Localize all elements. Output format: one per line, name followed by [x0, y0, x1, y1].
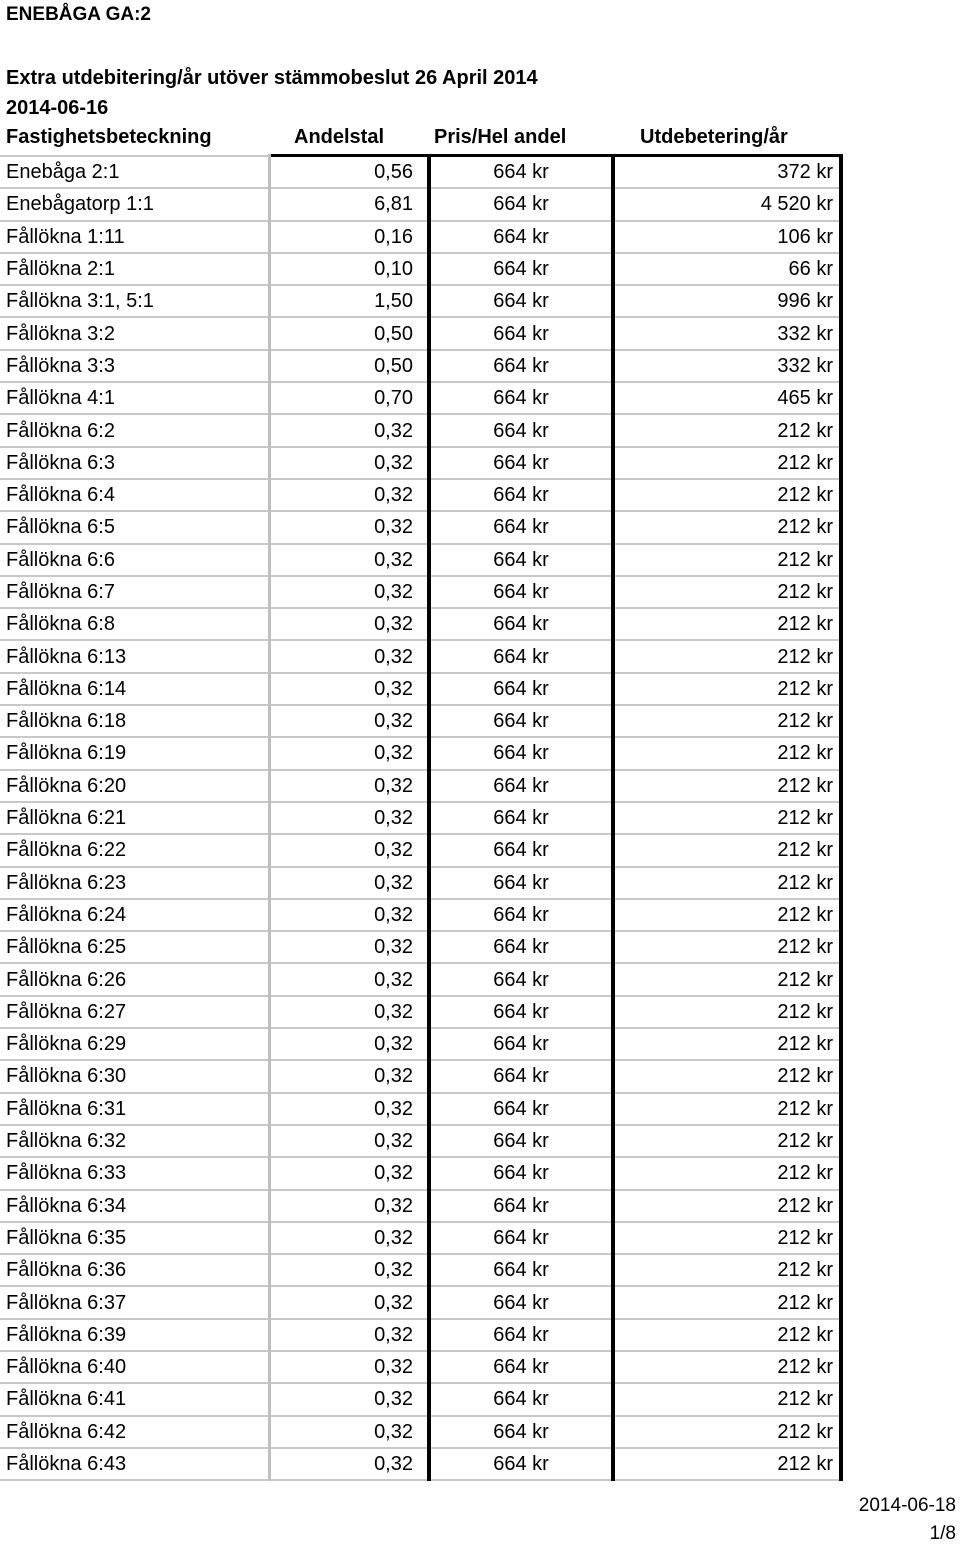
cell-levy: 212 kr	[613, 640, 841, 672]
cell-property: Fållökna 6:30	[0, 1060, 270, 1092]
cell-levy: 332 kr	[613, 350, 841, 382]
cell-share: 0,32	[270, 705, 430, 737]
cell-price: 664 kr	[429, 544, 613, 576]
cell-levy: 212 kr	[613, 931, 841, 963]
cell-property: Fållökna 6:31	[0, 1093, 270, 1125]
cell-price: 664 kr	[429, 931, 613, 963]
cell-share: 0,32	[270, 963, 430, 995]
table-row	[0, 1222, 841, 1254]
cell-levy: 212 kr	[613, 1286, 841, 1318]
cell-property: Fållökna 6:33	[0, 1157, 270, 1189]
cell-price: 664 kr	[429, 1125, 613, 1157]
cell-price: 664 kr	[429, 1190, 613, 1222]
cell-share: 0,32	[270, 1286, 430, 1318]
cell-price: 664 kr	[429, 1448, 613, 1480]
cell-share: 0,32	[270, 1254, 430, 1286]
table-row	[0, 317, 841, 349]
cell-levy: 212 kr	[613, 511, 841, 543]
cell-share: 0,32	[270, 1190, 430, 1222]
cell-property: Fållökna 6:29	[0, 1028, 270, 1060]
column-header-property: Fastighetsbeteckning	[6, 126, 212, 148]
cell-share: 0,32	[270, 511, 430, 543]
cell-levy: 465 kr	[613, 382, 841, 414]
cell-levy: 996 kr	[613, 285, 841, 317]
cell-price: 664 kr	[429, 996, 613, 1028]
cell-property: Fållökna 6:41	[0, 1383, 270, 1415]
cell-levy: 212 kr	[613, 1448, 841, 1480]
cell-property: Fållökna 2:1	[0, 253, 270, 285]
cell-price: 664 kr	[429, 705, 613, 737]
cell-levy: 212 kr	[613, 802, 841, 834]
table-row	[0, 285, 841, 317]
cell-share: 0,56	[270, 156, 430, 189]
cell-property: Fållökna 6:20	[0, 770, 270, 802]
cell-levy: 212 kr	[613, 963, 841, 995]
cell-price: 664 kr	[429, 511, 613, 543]
cell-price: 664 kr	[429, 253, 613, 285]
cell-price: 664 kr	[429, 1028, 613, 1060]
document-title: ENEBÅGA GA:2	[6, 4, 151, 25]
cell-price: 664 kr	[429, 1383, 613, 1415]
cell-levy: 212 kr	[613, 576, 841, 608]
cell-share: 0,50	[270, 350, 430, 382]
cell-levy: 212 kr	[613, 414, 841, 446]
cell-share: 0,50	[270, 317, 430, 349]
cell-price: 664 kr	[429, 188, 613, 220]
cell-levy: 212 kr	[613, 479, 841, 511]
cell-share: 0,32	[270, 1319, 430, 1351]
cell-share: 0,32	[270, 931, 430, 963]
cell-levy: 212 kr	[613, 1060, 841, 1092]
cell-property: Fållökna 6:39	[0, 1319, 270, 1351]
cell-price: 664 kr	[429, 350, 613, 382]
cell-property: Fållökna 6:18	[0, 705, 270, 737]
cell-price: 664 kr	[429, 1286, 613, 1318]
cell-share: 0,32	[270, 479, 430, 511]
cell-levy: 212 kr	[613, 834, 841, 866]
cell-share: 0,32	[270, 996, 430, 1028]
document-subtitle: Extra utdebitering/år utöver stämmobeslut 26 April 2014	[6, 67, 538, 89]
cell-levy: 66 kr	[613, 253, 841, 285]
cell-levy: 212 kr	[613, 1157, 841, 1189]
cell-levy: 212 kr	[613, 608, 841, 640]
cell-property: Fållökna 6:3	[0, 447, 270, 479]
cell-share: 0,32	[270, 1060, 430, 1092]
cell-share: 1,50	[270, 285, 430, 317]
cell-property: Fållökna 6:42	[0, 1416, 270, 1448]
cell-levy: 212 kr	[613, 1125, 841, 1157]
table-row	[0, 188, 841, 220]
table-row	[0, 737, 841, 769]
cell-property: Fållökna 6:35	[0, 1222, 270, 1254]
cell-price: 664 kr	[429, 1093, 613, 1125]
cell-share: 0,32	[270, 1157, 430, 1189]
cell-property: Fållökna 4:1	[0, 382, 270, 414]
table-row	[0, 996, 841, 1028]
cell-share: 0,32	[270, 447, 430, 479]
cell-price: 664 kr	[429, 1416, 613, 1448]
cell-share: 0,32	[270, 1125, 430, 1157]
table-row	[0, 479, 841, 511]
cell-levy: 212 kr	[613, 705, 841, 737]
cell-price: 664 kr	[429, 1060, 613, 1092]
table-row	[0, 1319, 841, 1351]
table-row	[0, 1125, 841, 1157]
table-row	[0, 1157, 841, 1189]
cell-share: 0,32	[270, 802, 430, 834]
cell-property: Fållökna 6:23	[0, 867, 270, 899]
table-row	[0, 1093, 841, 1125]
cell-price: 664 kr	[429, 221, 613, 253]
cell-levy: 332 kr	[613, 317, 841, 349]
cell-share: 0,32	[270, 640, 430, 672]
table-row	[0, 899, 841, 931]
column-header-share: Andelstal	[294, 126, 385, 148]
footer-date: 2014-06-18	[858, 1495, 956, 1516]
cell-levy: 212 kr	[613, 899, 841, 931]
cell-price: 664 kr	[429, 899, 613, 931]
cell-share: 0,32	[270, 576, 430, 608]
cell-property: Fållökna 6:4	[0, 479, 270, 511]
table-row	[0, 447, 841, 479]
cell-price: 664 kr	[429, 382, 613, 414]
cell-price: 664 kr	[429, 867, 613, 899]
table-row	[0, 1060, 841, 1092]
cell-share: 0,32	[270, 1222, 430, 1254]
cell-property: Fållökna 6:40	[0, 1351, 270, 1383]
cell-levy: 212 kr	[613, 1416, 841, 1448]
cell-price: 664 kr	[429, 802, 613, 834]
cell-levy: 212 kr	[613, 737, 841, 769]
cell-share: 0,32	[270, 414, 430, 446]
cell-price: 664 kr	[429, 576, 613, 608]
table-row	[0, 931, 841, 963]
table-row	[0, 673, 841, 705]
cell-levy: 372 kr	[613, 156, 841, 189]
cell-share: 0,70	[270, 382, 430, 414]
cell-share: 0,32	[270, 899, 430, 931]
cell-levy: 212 kr	[613, 867, 841, 899]
cell-property: Fållökna 6:13	[0, 640, 270, 672]
table-row	[0, 576, 841, 608]
cell-property: Fållökna 6:43	[0, 1448, 270, 1480]
cell-price: 664 kr	[429, 1351, 613, 1383]
table-row	[0, 156, 841, 189]
table-row	[0, 1286, 841, 1318]
table-row	[0, 414, 841, 446]
cell-price: 664 kr	[429, 479, 613, 511]
cell-share: 0,32	[270, 770, 430, 802]
cell-levy: 212 kr	[613, 673, 841, 705]
cell-property: Fållökna 6:24	[0, 899, 270, 931]
table-row	[0, 834, 841, 866]
cell-property: Fållökna 6:22	[0, 834, 270, 866]
cell-levy: 212 kr	[613, 1319, 841, 1351]
cell-property: Enebågatorp 1:1	[0, 188, 270, 220]
table-row	[0, 511, 841, 543]
cell-share: 0,32	[270, 867, 430, 899]
cell-property: Fållökna 6:5	[0, 511, 270, 543]
table-row	[0, 770, 841, 802]
cell-property: Fållökna 1:11	[0, 221, 270, 253]
cell-property: Fållökna 6:6	[0, 544, 270, 576]
cell-price: 664 kr	[429, 414, 613, 446]
cell-share: 0,16	[270, 221, 430, 253]
cell-share: 0,32	[270, 737, 430, 769]
cell-property: Fållökna 3:3	[0, 350, 270, 382]
column-header-levy: Utdebetering/år	[640, 126, 788, 148]
table-row	[0, 1383, 841, 1415]
cell-property: Enebåga 2:1	[0, 156, 270, 189]
table-row	[0, 253, 841, 285]
cell-levy: 4 520 kr	[613, 188, 841, 220]
table-row	[0, 350, 841, 382]
cell-share: 0,32	[270, 1093, 430, 1125]
cell-price: 664 kr	[429, 1157, 613, 1189]
cell-levy: 212 kr	[613, 1383, 841, 1415]
table-row	[0, 1351, 841, 1383]
cell-price: 664 kr	[429, 673, 613, 705]
cell-levy: 212 kr	[613, 1254, 841, 1286]
cell-property: Fållökna 6:2	[0, 414, 270, 446]
cell-levy: 212 kr	[613, 1222, 841, 1254]
cell-share: 0,32	[270, 1028, 430, 1060]
cell-property: Fållökna 3:2	[0, 317, 270, 349]
cell-levy: 106 kr	[613, 221, 841, 253]
cell-price: 664 kr	[429, 834, 613, 866]
cell-levy: 212 kr	[613, 996, 841, 1028]
cell-share: 0,32	[270, 834, 430, 866]
table-row	[0, 640, 841, 672]
cell-levy: 212 kr	[613, 1190, 841, 1222]
cell-share: 0,32	[270, 1383, 430, 1415]
cell-price: 664 kr	[429, 640, 613, 672]
cell-property: Fållökna 6:36	[0, 1254, 270, 1286]
table-row	[0, 221, 841, 253]
cell-price: 664 kr	[429, 608, 613, 640]
cell-price: 664 kr	[429, 447, 613, 479]
cell-property: Fållökna 6:8	[0, 608, 270, 640]
table-row	[0, 1448, 841, 1480]
table-row	[0, 544, 841, 576]
footer-page-number: 1/8	[929, 1523, 956, 1544]
cell-property: Fållökna 6:14	[0, 673, 270, 705]
cell-share: 0,10	[270, 253, 430, 285]
cell-property: Fållökna 6:26	[0, 963, 270, 995]
table-row	[0, 608, 841, 640]
table-row	[0, 802, 841, 834]
table-row	[0, 1254, 841, 1286]
cell-price: 664 kr	[429, 285, 613, 317]
cell-property: Fållökna 6:37	[0, 1286, 270, 1318]
cell-levy: 212 kr	[613, 544, 841, 576]
cell-share: 0,32	[270, 1416, 430, 1448]
cell-price: 664 kr	[429, 737, 613, 769]
table-row	[0, 1416, 841, 1448]
levy-table-body	[0, 156, 841, 1481]
cell-property: Fållökna 3:1, 5:1	[0, 285, 270, 317]
cell-price: 664 kr	[429, 317, 613, 349]
cell-share: 0,32	[270, 1448, 430, 1480]
table-row	[0, 963, 841, 995]
cell-property: Fållökna 6:7	[0, 576, 270, 608]
levy-table	[0, 154, 843, 1481]
cell-levy: 212 kr	[613, 1093, 841, 1125]
cell-share: 0,32	[270, 1351, 430, 1383]
cell-property: Fållökna 6:21	[0, 802, 270, 834]
table-row	[0, 867, 841, 899]
cell-price: 664 kr	[429, 156, 613, 189]
cell-share: 6,81	[270, 188, 430, 220]
cell-price: 664 kr	[429, 1222, 613, 1254]
document-date: 2014-06-16	[6, 97, 109, 119]
cell-property: Fållökna 6:27	[0, 996, 270, 1028]
cell-levy: 212 kr	[613, 1028, 841, 1060]
cell-share: 0,32	[270, 608, 430, 640]
table-row	[0, 382, 841, 414]
cell-levy: 212 kr	[613, 1351, 841, 1383]
cell-property: Fållökna 6:32	[0, 1125, 270, 1157]
cell-property: Fållökna 6:19	[0, 737, 270, 769]
cell-price: 664 kr	[429, 770, 613, 802]
cell-price: 664 kr	[429, 963, 613, 995]
cell-levy: 212 kr	[613, 447, 841, 479]
cell-property: Fållökna 6:34	[0, 1190, 270, 1222]
cell-property: Fållökna 6:25	[0, 931, 270, 963]
column-header-price: Pris/Hel andel	[434, 126, 567, 148]
table-row	[0, 1028, 841, 1060]
cell-price: 664 kr	[429, 1319, 613, 1351]
cell-share: 0,32	[270, 673, 430, 705]
cell-share: 0,32	[270, 544, 430, 576]
cell-levy: 212 kr	[613, 770, 841, 802]
table-row	[0, 705, 841, 737]
cell-price: 664 kr	[429, 1254, 613, 1286]
table-row	[0, 1190, 841, 1222]
